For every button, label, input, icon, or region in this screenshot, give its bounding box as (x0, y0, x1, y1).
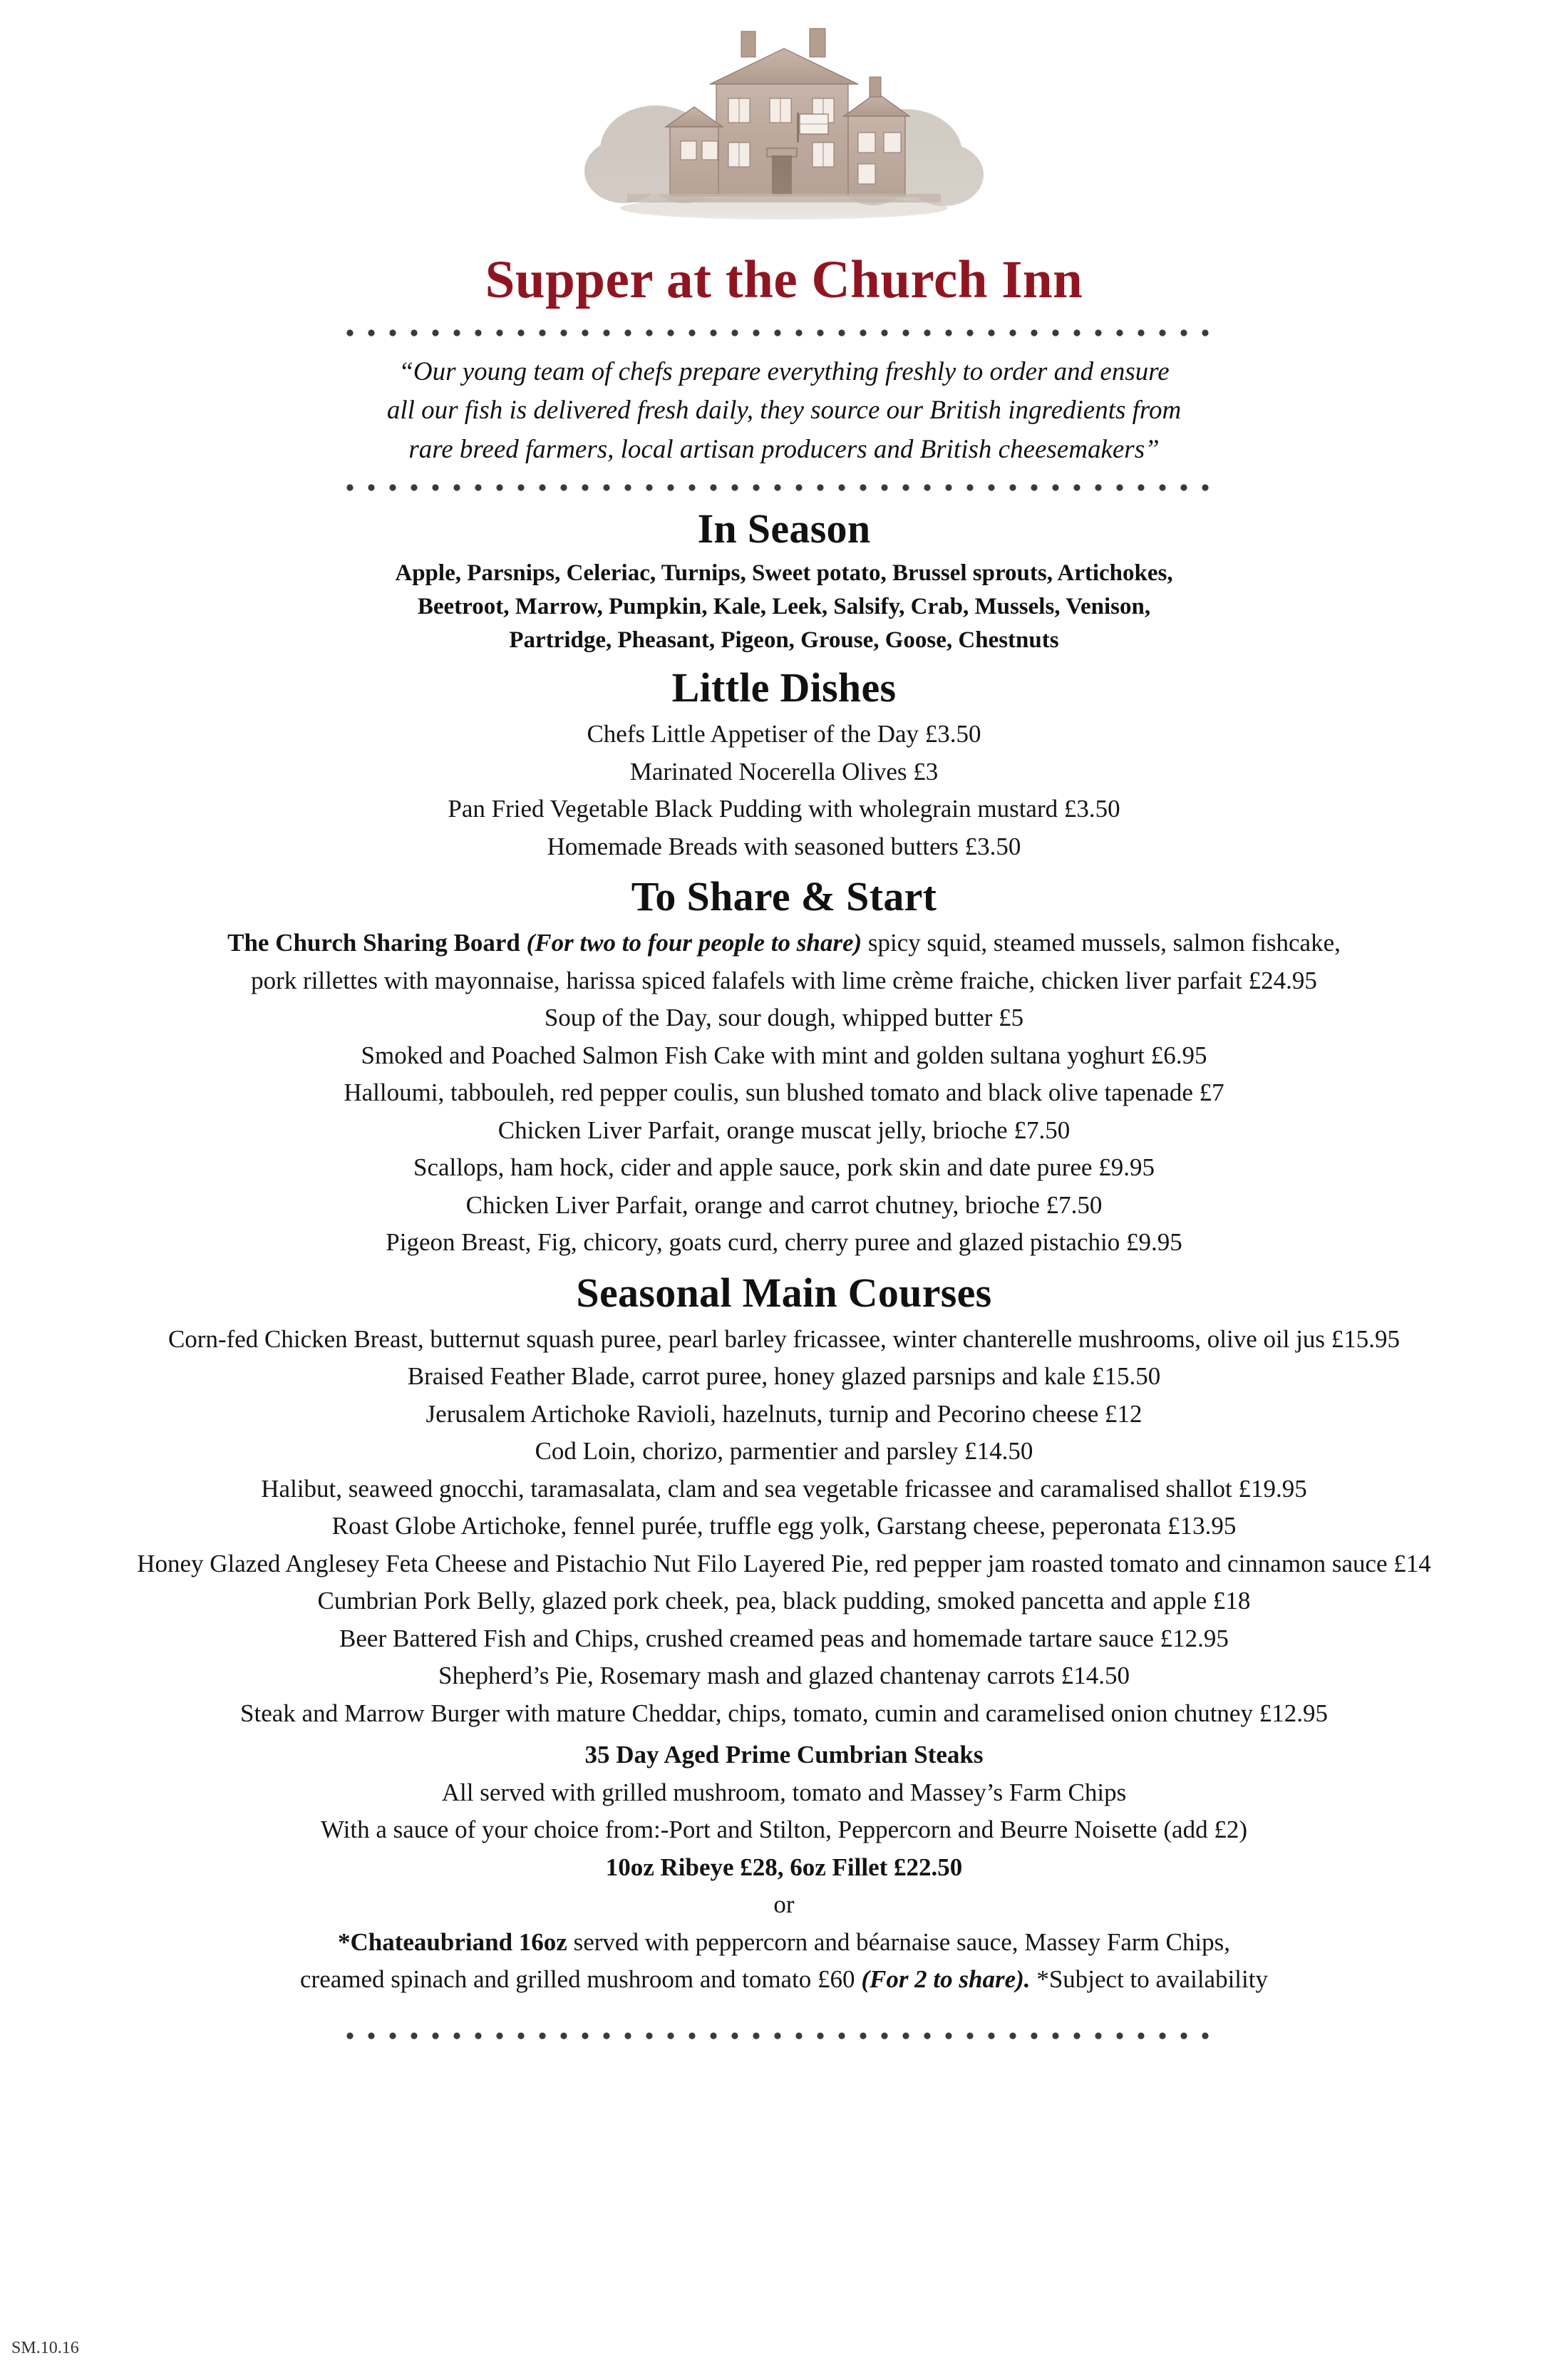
menu-item: Cod Loin, chorizo, parmentier and parsley £14.50 (535, 1437, 1033, 1466)
chateaubriand-availability-note: *Subject to availability (1030, 1965, 1268, 1994)
menu-item: Cumbrian Pork Belly, glazed pork cheek, pea, black pudding, smoked pancetta and apple £18 (317, 1587, 1251, 1615)
menu-item: Braised Feather Blade, carrot puree, honey glazed parsnips and kale £15.50 (407, 1362, 1161, 1391)
in-season-list (285, 557, 1283, 657)
menu-item: Steak and Marrow Burger with mature Cheddar, chips, tomato, cumin and caramelised onion chutney £12.95 (240, 1699, 1328, 1727)
seasonal-main-courses-list (0, 1321, 1568, 1733)
page-title: Supper at the Church Inn (485, 250, 1083, 309)
chateaubriand-name: *Chateaubriand 16oz (338, 1927, 567, 1956)
menu-item: Pan Fried Vegetable Black Pudding with wholegrain mustard £3.50 (448, 795, 1120, 823)
sharing-board-description-1: spicy squid, steamed mussels, salmon fishcake, (867, 929, 1341, 957)
menu-item: Halibut, seaweed gnocchi, taramasalata, clam and sea vegetable fricassee and caramalised shallot £19.95 (261, 1474, 1307, 1503)
intro-quote-line-1: “Our young team of chefs prepare everything freshly to order and ensure (398, 356, 1170, 386)
menu-item: Pigeon Breast, Fig, chicory, goats curd, cherry puree and glazed pistachio £9.95 (386, 1228, 1182, 1257)
steaks-block (0, 1736, 1568, 1999)
divider-dotted-top (0, 309, 1568, 339)
intro-quote-line-3: rare breed farmers, local artisan producers and British cheesemakers” (408, 434, 1160, 464)
chateaubriand-line-1 (78, 1924, 1490, 1962)
menu-item: Halloumi, tabbouleh, red pepper coulis, sun blushed tomato and black olive tapenade £7 (344, 1079, 1224, 1107)
header-illustration-container (0, 0, 1568, 235)
intro-quote (306, 353, 1262, 469)
footer-document-code: SM.10.16 (11, 2339, 79, 2357)
menu-item: Beer Battered Fish and Chips, crushed creamed peas and homemade tartare sauce £12.95 (339, 1624, 1229, 1652)
divider-dotted-bottom (0, 2012, 1568, 2042)
menu-item: Corn-fed Chicken Breast, butternut squash puree, pearl barley fricassee, winter chanterelle mushrooms, olive oil jus £15.95 (167, 1324, 1401, 1353)
menu-item: Scallops, ham hock, cider and apple sauce, pork skin and date puree £9.95 (413, 1153, 1155, 1182)
in-season-line: Partridge, Pheasant, Pigeon, Grouse, Goose, Chestnuts (509, 627, 1059, 653)
in-season-line: Apple, Parsnips, Celeriac, Turnips, Sweet potato, Brussel sprouts, Artichokes, (395, 560, 1173, 586)
menu-item: Honey Glazed Anglesey Feta Cheese and Pistachio Nut Filo Layered Pie, red pepper jam roasted tomato and cinnamon sauce £14 (137, 1549, 1431, 1577)
sharing-board-line-2: pork rillettes with mayonnaise, harissa spiced falafels with lime crème fraiche, chicken liver parfait £24.95 (251, 966, 1317, 994)
menu-item: Shepherd’s Pie, Rosemary mash and glazed chantenay carrots £14.50 (438, 1662, 1130, 1690)
menu-item: Chefs Little Appetiser of the Day £3.50 (587, 720, 981, 748)
menu-item: Chicken Liver Parfait, orange muscat jelly, brioche £7.50 (497, 1116, 1071, 1144)
steaks-heading: 35 Day Aged Prime Cumbrian Steaks (584, 1741, 984, 1769)
menu-item: Roast Globe Artichoke, fennel purée, truffle egg yolk, Garstang cheese, peperonata £13.95 (331, 1512, 1237, 1540)
steaks-sauces: With a sauce of your choice from:-Port and Stilton, Peppercorn and Beurre Noisette (add £2) (320, 1816, 1247, 1844)
to-share-and-start-list (0, 925, 1568, 1262)
sharing-board-line-1 (78, 925, 1490, 962)
little-dishes-list (0, 716, 1568, 865)
chateaubriand-line-2-pre: creamed spinach and grilled mushroom and tomato £60 (300, 1965, 862, 1994)
menu-item: Smoked and Poached Salmon Fish Cake with mint and golden sultana yoghurt £6.95 (361, 1041, 1207, 1069)
steaks-cuts: 10oz Ribeye £28, 6oz Fillet £22.50 (605, 1853, 963, 1881)
in-season-line: Beetroot, Marrow, Pumpkin, Kale, Leek, Salsify, Crab, Mussels, Venison, (417, 593, 1151, 619)
chateaubriand-line-2 (78, 1961, 1490, 1999)
menu-item: Homemade Breads with seasoned butters £3.50 (547, 832, 1021, 860)
section-heading-in-season: In Season (697, 505, 871, 552)
chateaubriand-share-note: (For 2 to share). (861, 1965, 1031, 1994)
church-inn-building-illustration (570, 7, 998, 235)
menu-item: Marinated Nocerella Olives £3 (629, 757, 939, 786)
menu-item: Chicken Liver Parfait, orange and carrot chutney, brioche £7.50 (465, 1190, 1103, 1219)
steaks-served-with: All served with grilled mushroom, tomato and Massey’s Farm Chips (441, 1778, 1127, 1806)
chateaubriand-description: served with peppercorn and béarnaise sauce, Massey Farm Chips, (567, 1927, 1230, 1956)
section-heading-seasonal-main-courses: Seasonal Main Courses (576, 1269, 992, 1316)
divider-dotted-second (0, 469, 1568, 493)
menu-item: Soup of the Day, sour dough, whipped butter £5 (544, 1004, 1024, 1032)
sharing-board-note: (For two to four people to share) (526, 929, 862, 957)
section-heading-little-dishes: Little Dishes (671, 664, 897, 711)
intro-quote-line-2: all our fish is delivered fresh daily, they source our British ingredients from (386, 396, 1182, 426)
sharing-board-name: The Church Sharing Board (227, 929, 520, 957)
menu-item: Jerusalem Artichoke Ravioli, hazelnuts, turnip and Pecorino cheese £12 (425, 1399, 1143, 1428)
steaks-or-label: or (773, 1890, 795, 1919)
section-heading-to-share-and-start: To Share & Start (631, 873, 937, 920)
